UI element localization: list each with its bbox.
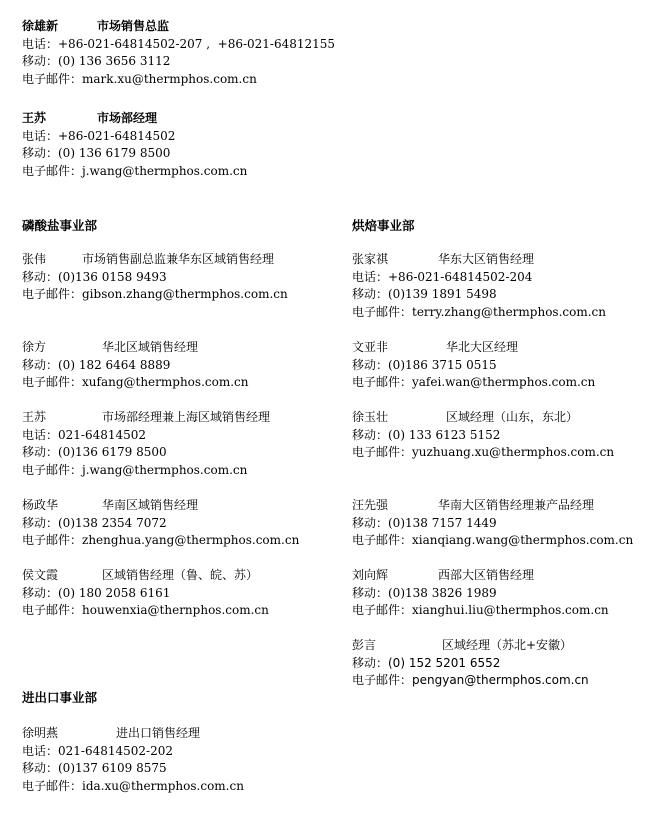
contact-right-4 xyxy=(352,567,609,620)
contact-line: 电子邮件：terry.zhang@thermphos.com.cn xyxy=(352,304,606,319)
contact-name: 张伟 xyxy=(22,252,47,266)
contact-title: 区域销售经理（鲁、皖、苏） xyxy=(102,568,259,582)
contact-line: 移动：(0)136 6179 8500 xyxy=(22,445,167,460)
contact-line: 移动：(0) 180 2058 6161 xyxy=(22,585,171,600)
contact-name: 杨政华 xyxy=(22,498,59,512)
contact-name: 汪先强 xyxy=(352,498,389,512)
contact-right-3 xyxy=(352,497,633,550)
contact-line: 移动：(0) 136 3656 3112 xyxy=(22,54,171,69)
contact-line: 移动：(0)186 3715 0515 xyxy=(352,357,497,372)
contact-export-0 xyxy=(22,725,244,795)
contact-line: 电子邮件：houwenxia@thernphos.com.cn xyxy=(22,603,269,618)
contact-name: 徐方 xyxy=(22,340,47,354)
section-title-bakery: 烘焙事业部 xyxy=(352,218,415,233)
contact-title: 西部大区销售经理 xyxy=(438,568,535,582)
contact-line: 电话：021-64814502-202 xyxy=(22,743,173,758)
contact-line: 电子邮件：j.wang@thermphos.com.cn xyxy=(22,163,248,178)
contact-name: 王苏 xyxy=(22,111,47,125)
contact-line: 电话：021-64814502 xyxy=(22,427,147,442)
contact-name: 徐玉壮 xyxy=(352,410,389,424)
contact-top-0 xyxy=(22,18,335,88)
contact-left-3 xyxy=(22,497,299,550)
contact-line: 电子邮件：xianqiang.wang@thermphos.com.cn xyxy=(352,533,634,548)
contact-line: 电子邮件：pengyan@thermphos.com.cn xyxy=(352,673,589,688)
contact-left-4 xyxy=(22,567,269,620)
contact-left-2 xyxy=(22,409,270,479)
contact-title: 华南大区销售经理兼产品经理 xyxy=(438,498,595,512)
contact-line: 移动：(0) 136 6179 8500 xyxy=(22,146,171,161)
contact-line: 电子邮件：xianghui.liu@thermphos.com.cn xyxy=(352,603,609,618)
contact-line: 电子邮件：zhenghua.yang@thermphos.com.cn xyxy=(22,533,300,548)
contact-title: 市场销售总监 xyxy=(97,19,170,33)
contact-right-0 xyxy=(352,251,606,321)
contact-line: 电子邮件：j.wang@thermphos.com.cn xyxy=(22,462,248,477)
contact-line: 电子邮件：xufang@thermphos.com.cn xyxy=(22,375,249,390)
contact-line: 电子邮件：mark.xu@thermphos.com.cn xyxy=(22,71,257,86)
contact-line: 电子邮件：ida.xu@thermphos.com.cn xyxy=(22,778,244,793)
contact-line: 电话：+86-021-64814502 xyxy=(22,128,176,143)
contact-name: 彭言 xyxy=(352,638,377,652)
contact-left-1 xyxy=(22,339,248,392)
contact-line: 电子邮件：yuzhuang.xu@thermphos.com.cn xyxy=(352,445,615,460)
contact-name: 文亚非 xyxy=(352,340,389,354)
contact-title: 市场部经理 xyxy=(97,111,158,125)
section-title-phosphate: 磷酸盐事业部 xyxy=(22,218,98,233)
contact-line: 电子邮件：yafei.wan@thermphos.com.cn xyxy=(352,375,596,390)
contact-line: 电话：+86-021-64814502-204 xyxy=(352,269,533,284)
contact-name: 王苏 xyxy=(22,410,47,424)
contact-title: 区域经理（苏北+安徽） xyxy=(442,638,573,652)
contact-right-5 xyxy=(352,637,589,690)
contact-line: 电话：+86-021-64814502-207 , +86-021-64812155 xyxy=(22,36,336,51)
contact-name: 刘向辉 xyxy=(352,568,389,582)
contact-title: 华东大区销售经理 xyxy=(438,252,535,266)
contact-line: 移动：(0)138 7157 1449 xyxy=(352,515,497,530)
contact-line: 移动：(0)136 0158 9493 xyxy=(22,269,167,284)
section-title-export: 进出口事业部 xyxy=(22,690,98,705)
contact-name: 徐明燕 xyxy=(22,726,59,740)
contact-line: 移动：(0) 182 6464 8889 xyxy=(22,357,171,372)
contact-right-1 xyxy=(352,339,595,392)
contact-title: 华南区域销售经理 xyxy=(102,498,199,512)
contact-title: 进出口销售经理 xyxy=(116,726,201,740)
contact-line: 移动：(0)138 2354 7072 xyxy=(22,515,167,530)
contact-top-1 xyxy=(22,110,247,180)
contact-line: 移动：(0)138 3826 1989 xyxy=(352,585,497,600)
contact-title: 区域经理（山东，东北） xyxy=(446,410,579,424)
contact-title: 市场部经理兼上海区域销售经理 xyxy=(102,410,271,424)
contact-left-0 xyxy=(22,251,288,304)
contact-title: 市场销售副总监兼华东区域销售经理 xyxy=(82,252,275,266)
contact-line: 移动：(0)139 1891 5498 xyxy=(352,287,497,302)
contact-right-2 xyxy=(352,409,614,462)
contact-line: 电子邮件：gibson.zhang@thermphos.com.cn xyxy=(22,287,288,302)
contact-title: 华北大区经理 xyxy=(446,340,519,354)
contact-name: 张家祺 xyxy=(352,252,389,266)
contact-line: 移动：(0) 133 6123 5152 xyxy=(352,427,501,442)
contact-line: 移动：(0) 152 5201 6552 xyxy=(352,655,501,670)
contact-title: 华北区域销售经理 xyxy=(102,340,199,354)
contact-name: 侯文霞 xyxy=(22,568,59,582)
contact-name: 徐雄新 xyxy=(22,19,59,33)
contact-line: 移动：(0)137 6109 8575 xyxy=(22,761,167,776)
